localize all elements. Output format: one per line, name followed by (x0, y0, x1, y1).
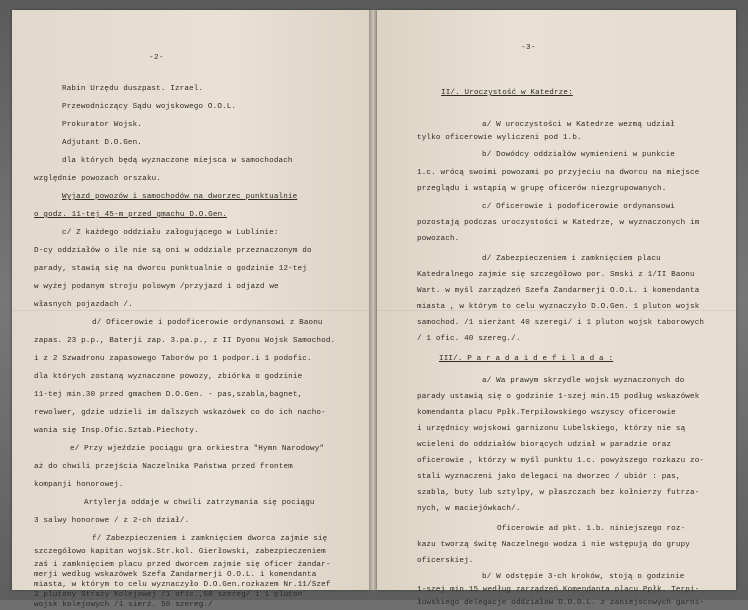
text-line: Przewodniczący Sądu wojskowego O.O.L. (62, 103, 237, 111)
text-line: o godz. 11-tej 45-m przed gmachu D.O.Gen. (34, 211, 227, 219)
text-line: oficerskiej. (417, 557, 474, 565)
text-line: wojsk kolejowych /1 sierż. 50 szereg./ (34, 601, 213, 609)
text-line: b/ W odstępie 3-ch kroków, stoją o godzinie (482, 573, 685, 581)
page-number: -3- (521, 44, 537, 52)
text-line: e/ Przy wjeździe pociągu gra orkiestra "Hymn Narodowy" (70, 445, 325, 453)
text-line: parady ustawią się o godzinie 1-szej min.15 podług wskazówek (417, 393, 700, 401)
text-line: Adjutant D.O.Gen. (62, 139, 143, 147)
text-line: aż do chwili przejścia Naczelnika Państwa przed frontem (34, 463, 293, 471)
text-line: 11-tej min.30 przed gmachem D.O.Gen. - pas,szabla,bagnet, (34, 391, 303, 399)
text-line: a/ Wa prawym skrzydle wojsk wyznaczonych do (482, 377, 685, 385)
text-line: a/ W uroczystości w Katedrze wezmą udział (482, 121, 675, 129)
text-line: zapas. 23 p.p., Baterji zap. 3.pa.p., z II Dyonu Wojsk Samochod. (34, 337, 336, 345)
text-line: i urzędnicy wojskowi garnizonu Lubelskiego, którzy nie są (417, 425, 686, 433)
text-line: Oficerowie ad pkt. 1.b. niniejszego roz- (497, 525, 686, 533)
text-line: tylko oficerowie wyliczeni pod 1.b. (417, 134, 582, 142)
text-line: szczegółowo kapitan wojsk.Str.kol. Gierłowski, zabezpieczeniem (34, 548, 326, 556)
text-line: 3 salwy honorowe / z 2-ch dział/. (34, 517, 190, 525)
text-line: nych, w maciejówkach/. (417, 505, 521, 513)
text-line: Katedralnego zajmie się szczegółowo por. Smski z 1/II Baonu (417, 271, 695, 279)
text-line: kompanji honorowej. (34, 481, 124, 489)
text-line: i z 2 Szwadronu zapasowego Taborów po 1 podpor.i 1 podofic. (34, 355, 312, 363)
text-line: oficerowie , którzy w myśl punktu 1.c. powyższego rozkazu zo- (417, 457, 705, 465)
text-line: komendanta placu Ppłk.Terpiłowskiego wszyscy oficerowie (417, 409, 676, 417)
text-line: Rabin Urzędu duszpast. Izrael. (62, 85, 204, 93)
text-line: dla których zostaną wyznaczone powozy, zbiórka o godzinie (34, 373, 303, 381)
text-line: kazu tworzą świtę Naczelnego wodza i nie wstępują do grupy (417, 541, 691, 549)
text-line: pozostają podczas uroczystości w Katedrze, w wyznaczonych im (417, 219, 700, 227)
book-gutter (369, 10, 377, 590)
text-line: b/ Dowódcy oddziałów wymienieni w punkcie (482, 151, 675, 159)
text-line: przeglądu i wstąpią w grupę oficerów niezgrupowanych. (417, 185, 667, 193)
right-page (377, 10, 736, 607)
text-line: własnych pojazdach /. (34, 301, 133, 309)
text-line: łowskiego delegacje oddziałów D.O.O.L. z zaniejscowych garni- (417, 599, 705, 607)
text-line: miasta, w którym to celu wyznaczyło D.O.Gen.rozkazem Nr.11/Szef (34, 581, 331, 589)
left-page (12, 10, 369, 609)
text-line: miasta , w którym to celu wyznaczyło D.O.Gen. 1 pluton wojsk (417, 303, 700, 311)
text-line: samochod. /1 sierżant 40 szeregi/ i 1 pluton wojsk taborowych (417, 319, 705, 327)
text-line: d/ Zabezpieczeniem i zamknięciem placu (482, 255, 661, 263)
text-line: f/ Zabezpieczeniem i zamknięciem dworca zajmie się (92, 535, 328, 543)
text-line: dla których będą wyznaczone miejsca w samochodach (62, 157, 293, 165)
section-heading: III/. P a r a d a i d e f i l a d a : (439, 355, 614, 363)
text-line: względnie powozach orszaku. (34, 175, 162, 183)
text-line: 2 plutony Straży Kolejowej /1 ofic.,60 szereg/ i 1 pluton (34, 591, 303, 599)
text-line: merji według wskazówek Szefa Żandarmerji O.O.L. i komendanta (34, 571, 317, 579)
text-line: wania się Insp.Ofic.Sztab.Piechoty. (34, 427, 199, 435)
text-line: c/ Oficerowie i podoficerowie ordynansowi (482, 203, 675, 211)
text-line: d/ Oficerowie i podoficerowie ordynansowi z Baonu (92, 319, 323, 327)
text-line: Artylerja oddaje w chwili zatrzymania się pociągu (84, 499, 315, 507)
text-line: Wart. w myśl zarządzeń Szefa Żandarmerji O.O.L. i komendanta (417, 287, 700, 295)
text-line: rewolwer, gdzie udzieli im dalszych wskazówek co do ich nacho- (34, 409, 326, 417)
page-number: -2- (149, 54, 165, 62)
text-line: / 1 ofic. 40 szereg./. (417, 335, 521, 343)
text-line: w wyżej podanym stroju polowym /przyjazd i odjazd we (34, 283, 279, 291)
text-line: stali wyznaczeni jako delegaci na dworzec / ubiór : pas, (417, 473, 681, 481)
text-line: c/ Z każdego oddziału załogującego w Lublinie: (62, 229, 279, 237)
text-line: Prokurator Wojsk. (62, 121, 143, 129)
text-line: 1-szej min.15 według zarządzeń Komendanta placu Ppłk. Terpi- (417, 586, 700, 594)
text-line: D-cy oddziałów o ile nie są oni w oddziale przeznaczonym do (34, 247, 312, 255)
text-line: Wyjazd powozów i samochodów na dworzec punktualnie (62, 193, 298, 201)
text-line: wcieleni do oddziałów biorących udział w paradzie oraz (417, 441, 672, 449)
text-line: 1.c. wrócą swoimi powozami po przyjeciu na dworcu na miejsce (417, 169, 700, 177)
text-line: szabla, buty lub sztylpy, w płaszczach bez kołnierzy futrza- (417, 489, 700, 497)
section-heading: II/. Uroczystość w Katedrze: (441, 89, 573, 97)
text-line: powozach. (417, 235, 460, 243)
text-line: parady, stawią się na dworcu punktualnie o godzinie 12-tej (34, 265, 308, 273)
text-line: zaś i zamknięciem placu przed dworcem zajmie się oficer żandar- (34, 561, 331, 569)
